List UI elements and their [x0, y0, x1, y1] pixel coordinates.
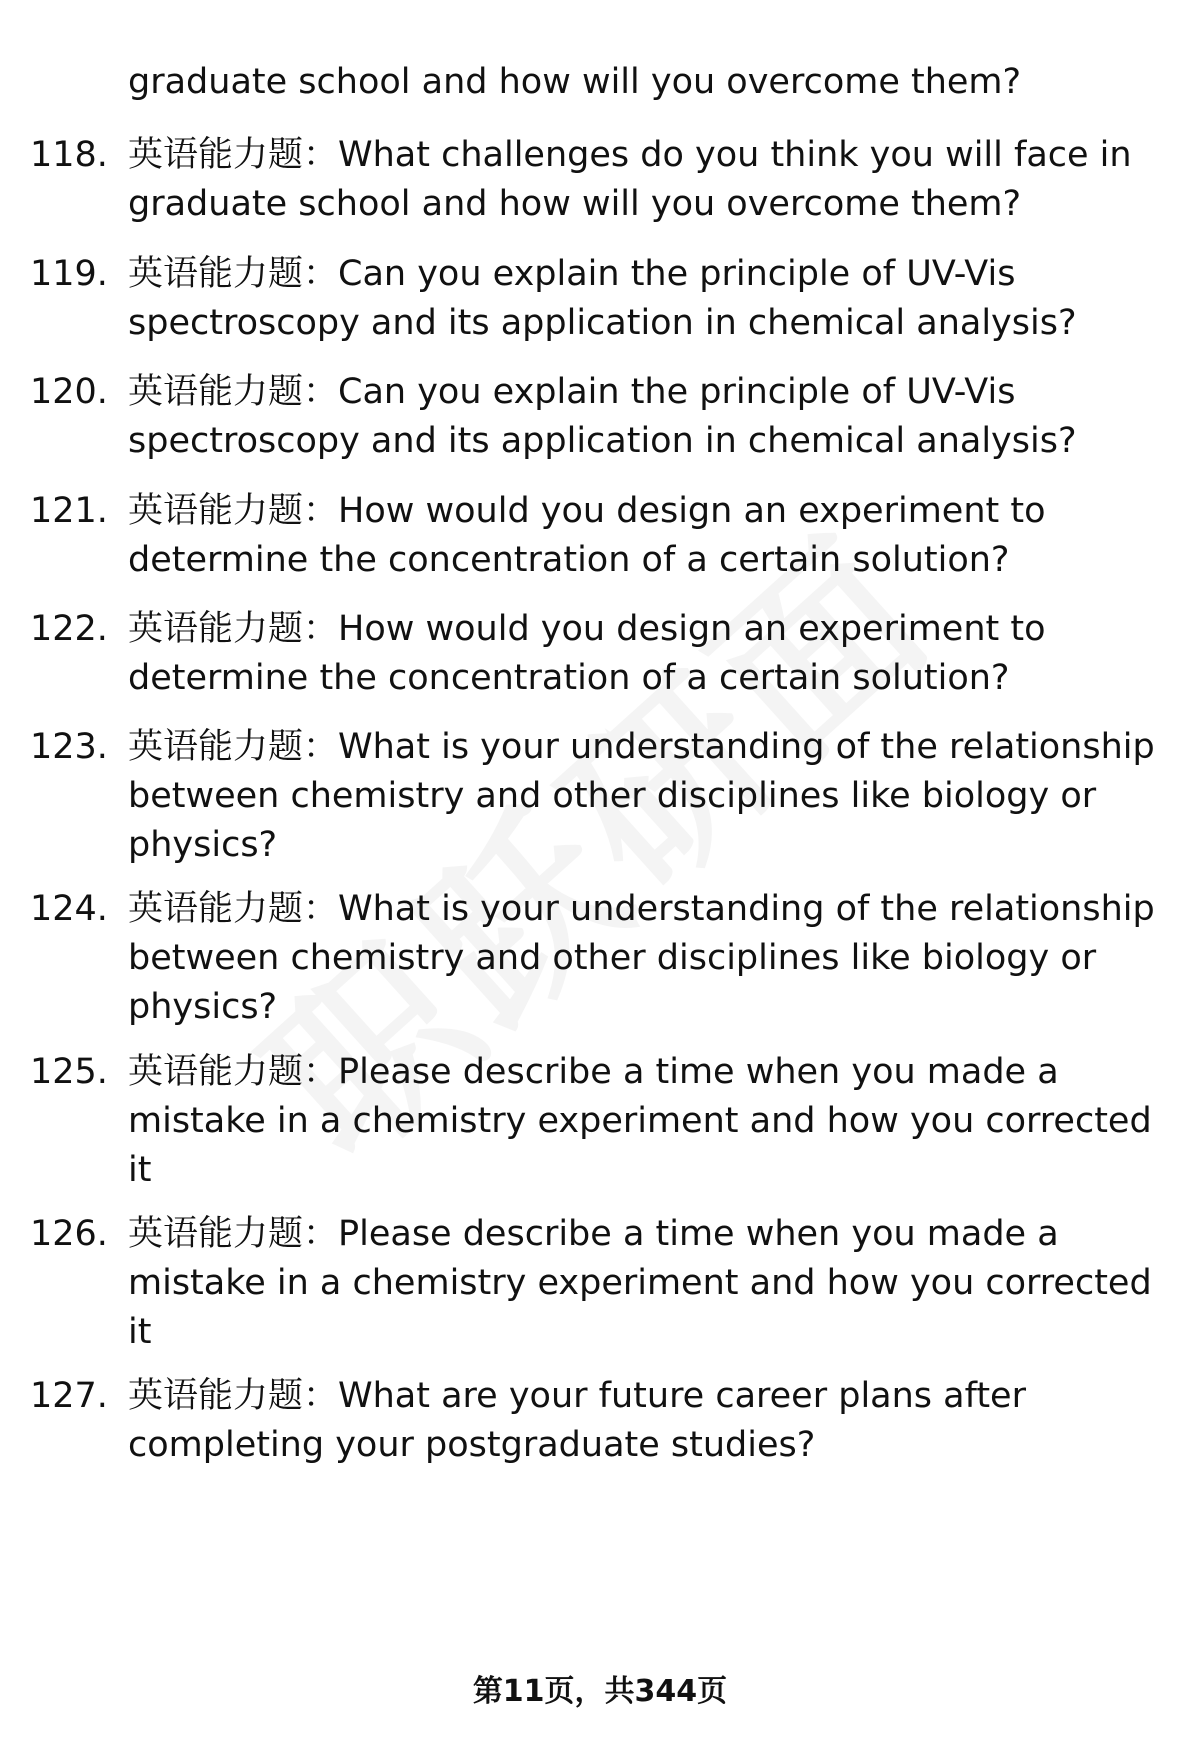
question-text — [128, 250, 1158, 348]
question-prefix: 英语能力题： — [128, 135, 339, 175]
question-text — [128, 368, 1158, 466]
question-text — [128, 885, 1158, 1032]
question-number: 123. — [30, 727, 108, 767]
question-text — [128, 1048, 1158, 1195]
question-body: What is your understanding of the relationship between chemistry and other disciplines like biology or physics? — [128, 727, 1155, 865]
question-body: Can you explain the principle of UV-Vis spectroscopy and its application in chemical analysis? — [128, 372, 1077, 461]
question-text — [128, 487, 1158, 585]
question-number: 126. — [30, 1214, 108, 1254]
question-number: 124. — [30, 889, 108, 929]
question-prefix: 英语能力题： — [128, 1376, 339, 1416]
question-body: What are your future career plans after completing your postgraduate studies? — [128, 1376, 1026, 1465]
continuation-text: graduate school and how will you overcome them? — [128, 62, 1022, 102]
question-prefix: 英语能力题： — [128, 727, 339, 767]
question-body: Please describe a time when you made a mistake in a chemistry experiment and how you corrected it — [128, 1052, 1152, 1190]
question-body: How would you design an experiment to determine the concentration of a certain solution? — [128, 491, 1046, 580]
question-body: Can you explain the principle of UV-Vis spectroscopy and its application in chemical analysis? — [128, 254, 1077, 343]
question-prefix: 英语能力题： — [128, 491, 339, 531]
question-body: How would you design an experiment to determine the concentration of a certain solution? — [128, 609, 1046, 698]
question-number: 127. — [30, 1376, 108, 1416]
question-prefix: 英语能力题： — [128, 1214, 339, 1254]
question-prefix: 英语能力题： — [128, 609, 339, 649]
question-prefix: 英语能力题： — [128, 889, 339, 929]
question-body: Please describe a time when you made a mistake in a chemistry experiment and how you corrected it — [128, 1214, 1152, 1352]
question-number: 118. — [30, 135, 108, 175]
question-number: 119. — [30, 254, 108, 294]
question-body: What challenges do you think you will face in graduate school and how will you overcome them? — [128, 135, 1132, 224]
question-text — [128, 723, 1158, 870]
question-prefix: 英语能力题： — [128, 254, 339, 294]
question-number: 125. — [30, 1052, 108, 1092]
question-prefix: 英语能力题： — [128, 372, 339, 412]
question-number: 120. — [30, 372, 108, 412]
question-text — [128, 1210, 1158, 1357]
page-footer: 第11页，共344页 — [472, 1674, 728, 1709]
question-number: 122. — [30, 609, 108, 649]
question-number: 121. — [30, 491, 108, 531]
question-text — [128, 1372, 1158, 1470]
question-text — [128, 605, 1158, 703]
question-text — [128, 131, 1158, 229]
question-prefix: 英语能力题： — [128, 1052, 339, 1092]
question-body: What is your understanding of the relationship between chemistry and other disciplines like biology or physics? — [128, 889, 1155, 1027]
